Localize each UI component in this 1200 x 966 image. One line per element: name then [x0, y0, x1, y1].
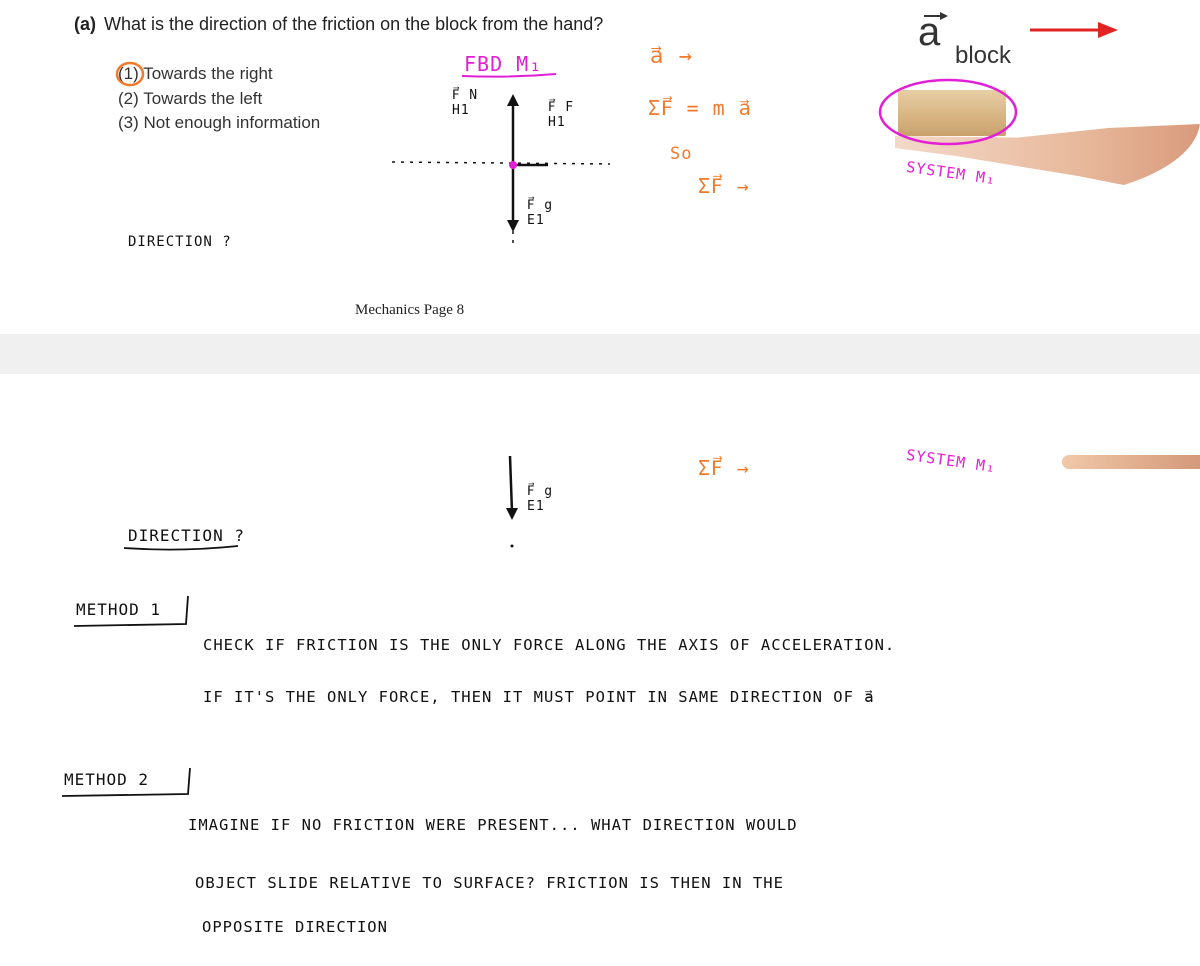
- fbd-title: FBD M₁: [464, 52, 543, 76]
- page-separator: [0, 334, 1200, 374]
- notes-page-top: [0, 0, 1200, 334]
- acceleration-note: a⃗ →: [650, 44, 693, 69]
- acceleration-symbol: a: [918, 10, 941, 54]
- question-text: [74, 14, 603, 35]
- method-1-label: METHOD 1: [76, 600, 162, 619]
- method-2-line-1: IMAGINE IF NO FRICTION WERE PRESENT... WHAT DIRECTION WOULD: [188, 816, 798, 834]
- so-note: So: [670, 144, 693, 164]
- force-hand-friction-label: F⃗ F H1: [548, 100, 575, 130]
- direction-heading-cut: DIRECTION ?: [128, 234, 232, 246]
- system-label-repeat: SYSTEM M₁: [905, 445, 998, 477]
- answer-option-3: (3) Not enough information: [118, 113, 321, 132]
- force-hand-normal-label: F⃗ N H1: [452, 88, 479, 118]
- question-body: What is the direction of the friction on the block from the hand?: [104, 14, 604, 34]
- method-2-line-3: OPPOSITE DIRECTION: [202, 918, 388, 936]
- system-label: SYSTEM M₁: [905, 157, 998, 189]
- method-1-line-2: IF IT'S THE ONLY FORCE, THEN IT MUST POINT IN SAME DIRECTION OF a⃗: [203, 688, 875, 706]
- page-footer: Mechanics Page 8: [355, 302, 465, 318]
- method-2-label: METHOD 2: [64, 770, 150, 789]
- method-2-line-2: OBJECT SLIDE RELATIVE TO SURFACE? FRICTION IS THEN IN THE: [195, 874, 784, 892]
- answer-option-1: (1) Towards the right: [118, 64, 273, 83]
- force-earth-gravity-label-repeat: F⃗ g E1: [527, 484, 554, 514]
- hand-image-partial: [1062, 455, 1200, 469]
- answer-option-2: (2) Towards the left: [118, 89, 263, 108]
- direction-heading: DIRECTION ?: [128, 526, 245, 545]
- net-force-note-repeat: ΣF⃗ →: [698, 456, 750, 480]
- wood-block-image: [898, 90, 1006, 136]
- newton-second-law-note: ΣF⃗ = m a⃗: [648, 96, 753, 120]
- acceleration-subscript: block: [955, 42, 1012, 69]
- question-label: (a): [74, 14, 96, 34]
- force-earth-gravity-label: F⃗ g E1: [527, 198, 554, 228]
- net-force-note: ΣF⃗ →: [698, 174, 750, 198]
- method-1-line-1: CHECK IF FRICTION IS THE ONLY FORCE ALONG THE AXIS OF ACCELERATION.: [203, 636, 896, 654]
